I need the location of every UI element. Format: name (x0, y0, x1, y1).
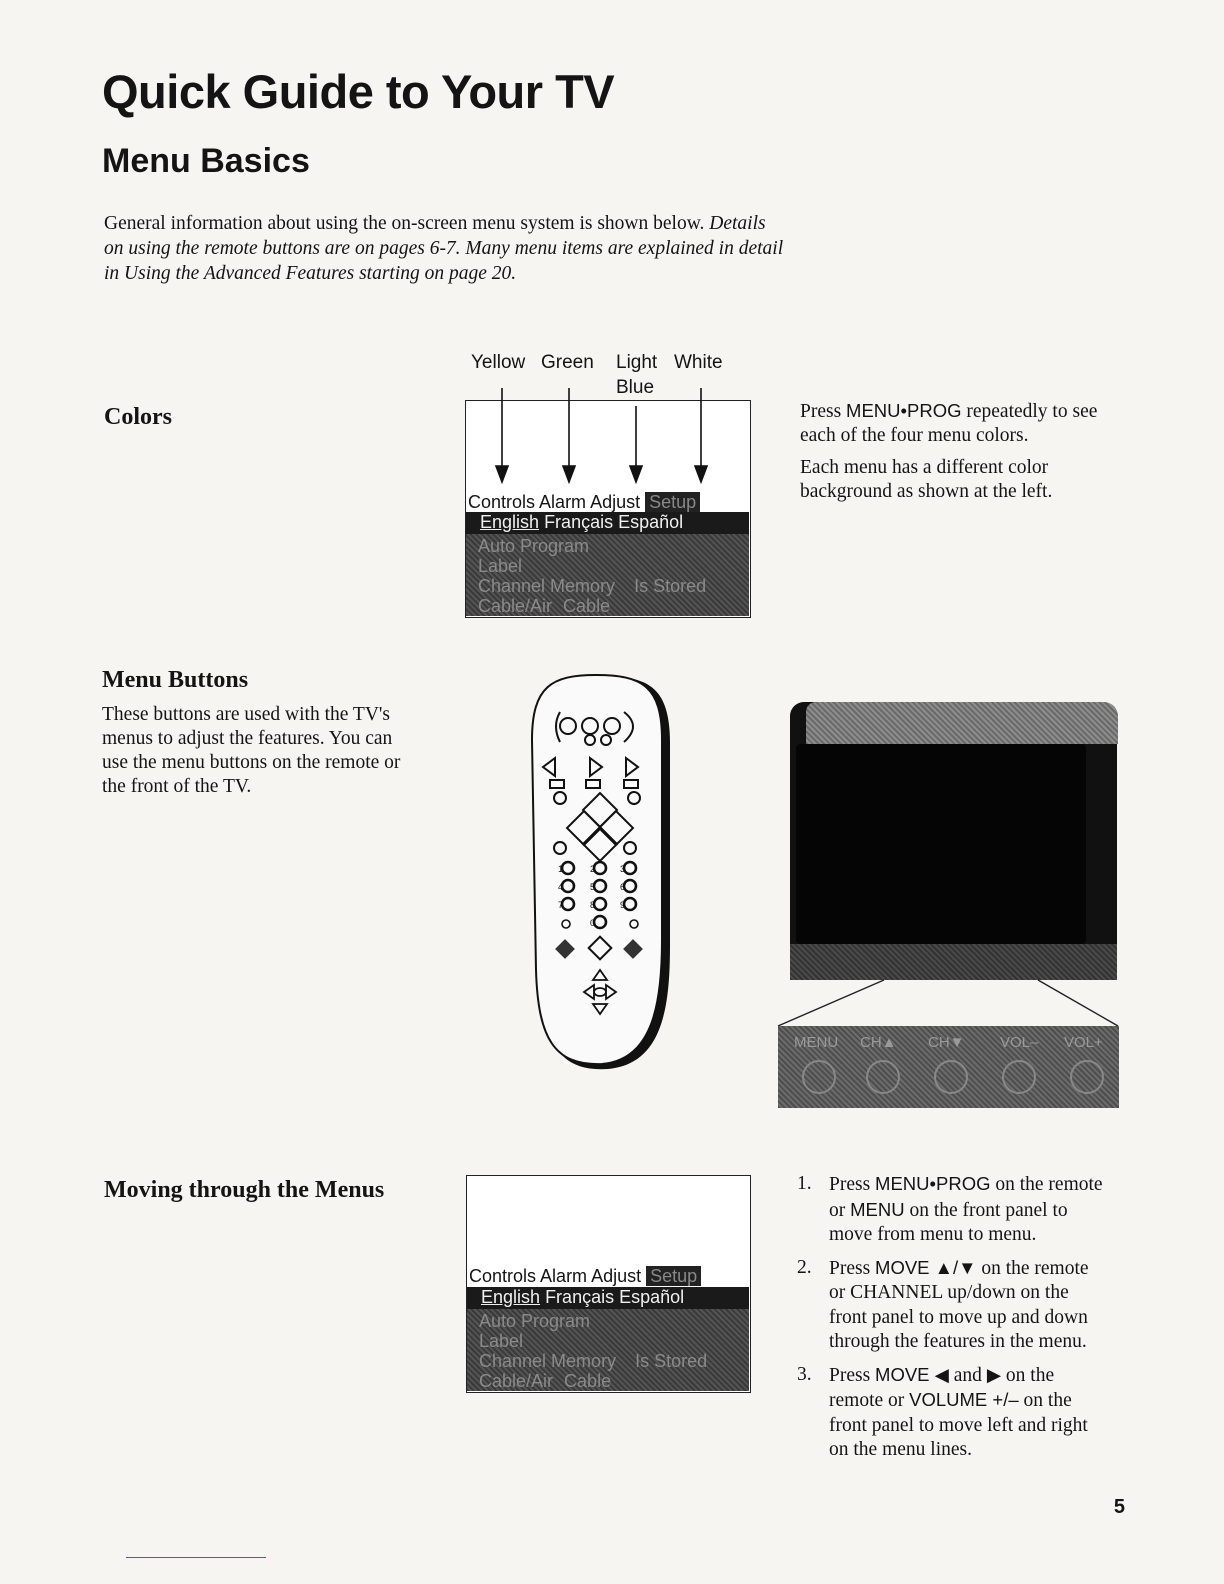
svg-text:5: 5 (590, 882, 596, 892)
moving-heading: Moving through the Menus (104, 1177, 385, 1203)
menu-item-auto-program[interactable]: Auto Program (478, 536, 590, 556)
menu-tabs-row (468, 492, 700, 513)
svg-text:6: 6 (620, 882, 626, 892)
step-text: MENU•PROG (875, 1173, 991, 1194)
step-text: and (948, 1364, 987, 1386)
step-text: on the front panel to move left and right on the menu lines. (829, 1390, 1088, 1460)
lang-francais[interactable]: Français (544, 512, 614, 532)
svg-text:8: 8 (590, 900, 596, 910)
menu-items (466, 534, 749, 616)
tab-adjust[interactable]: Adjust (591, 1266, 642, 1286)
menu-item-channel-memory[interactable]: Channel Memory Is Stored (479, 1351, 708, 1371)
moving-language-row[interactable] (467, 1287, 749, 1309)
tab-controls[interactable]: Controls (469, 1266, 537, 1286)
step-text: on the remote or (829, 1364, 1055, 1411)
panel-button-ch-down[interactable] (934, 1060, 968, 1094)
lang-espanol[interactable]: Español (618, 512, 684, 532)
lang-espanol[interactable]: Español (619, 1287, 685, 1307)
tab-setup[interactable]: Setup (645, 492, 700, 512)
lang-english[interactable]: English (481, 1287, 541, 1307)
panel-label-vol-up: VOL+ (1064, 1034, 1103, 1051)
panel-label-ch-down: CH▼ (928, 1034, 965, 1051)
step-item (797, 1172, 1107, 1248)
step-text: MOVE ▲/▼ (875, 1256, 977, 1278)
page-number: 5 (1113, 1496, 1125, 1518)
step-text: Press (829, 1364, 876, 1386)
moving-steps (797, 1172, 1107, 1471)
menu-item-channel-memory[interactable]: Channel Memory Is Stored (478, 576, 707, 596)
colors-text-2: Each menu has a different color background as shown at the left. (800, 457, 1053, 502)
tv-screen (796, 744, 1086, 944)
label-green: Green (541, 352, 594, 373)
panel-label-ch-up: CH▲ (860, 1034, 897, 1051)
page-title: Quick Guide to Your TV (102, 65, 615, 118)
step-text: Press (829, 1174, 876, 1195)
tv-base (790, 944, 1117, 980)
menu-item-auto-program[interactable]: Auto Program (479, 1311, 591, 1331)
step-text: ▶ (986, 1363, 1002, 1385)
moving-menu-tabs (469, 1266, 701, 1287)
svg-text:9: 9 (620, 900, 626, 910)
label-yellow: Yellow (471, 352, 526, 373)
label-light: Light (616, 352, 658, 373)
lang-english[interactable]: English (480, 512, 540, 532)
svg-text:7: 7 (558, 900, 564, 910)
step-number: 2. (797, 1256, 812, 1278)
svg-text:3: 3 (620, 864, 626, 874)
step-text: VOLUME +/– (909, 1389, 1019, 1410)
step-number: 1. (797, 1173, 812, 1194)
panel-label-menu: MENU (794, 1034, 839, 1051)
section-title: Menu Basics (102, 142, 310, 180)
intro-italic: Details on using the remote buttons are on pages 6-7. Many menu items are explained in detail in Using the Advanced Features starting on page 20. (104, 213, 784, 284)
remote-control (530, 674, 676, 1076)
step-text: on the remote or (829, 1174, 1103, 1221)
tab-adjust[interactable]: Adjust (590, 492, 641, 512)
menu-buttons-text: These buttons are used with the TV's menus to adjust the features. You can use the menu buttons on the remote or the front of the TV. (102, 704, 401, 797)
steps-list (797, 1172, 1107, 1463)
label-blue: Blue (616, 377, 655, 398)
menu-item-label[interactable]: Label (478, 556, 523, 576)
footer-rule (126, 1557, 266, 1558)
tab-setup[interactable]: Setup (646, 1266, 701, 1286)
step-item (797, 1256, 1107, 1355)
panel-button-menu[interactable] (802, 1060, 836, 1094)
svg-text:4: 4 (558, 882, 564, 892)
svg-text:1: 1 (558, 864, 564, 874)
panel-button-ch-up[interactable] (866, 1060, 900, 1094)
step-text: Press (829, 1257, 876, 1279)
tab-alarm[interactable]: Alarm (539, 492, 587, 512)
panel-button-vol-down[interactable] (1002, 1060, 1036, 1094)
panel-button-vol-up[interactable] (1070, 1060, 1104, 1094)
label-white: White (674, 352, 723, 373)
tab-controls[interactable]: Controls (468, 492, 536, 512)
panel-label-vol-down: VOL– (1000, 1034, 1039, 1051)
colors-text-1: Press MENU•PROG repeatedly to see each of the four menu colors. (800, 400, 1098, 446)
language-row[interactable] (466, 512, 749, 534)
colors-heading: Colors (104, 404, 172, 430)
step-text: on the remote or CHANNEL up/down on the front panel to move up and down through the features in the menu. (829, 1257, 1089, 1352)
step-item (797, 1363, 1107, 1463)
menu-buttons-heading: Menu Buttons (102, 667, 249, 693)
step-text: MENU (850, 1198, 905, 1220)
step-number: 3. (797, 1363, 812, 1385)
moving-menu-items (467, 1309, 749, 1391)
step-text: on the front panel to move from menu to menu. (829, 1199, 1068, 1245)
lang-francais[interactable]: Français (545, 1287, 615, 1307)
tv-top (806, 702, 1118, 744)
intro-paragraph (104, 211, 784, 286)
step-text: MOVE ◀ (875, 1363, 949, 1385)
intro-plain: General information about using the on-screen menu system is shown below. (104, 213, 705, 234)
menu-item-cable-air[interactable]: Cable/Air Cable (478, 596, 611, 616)
tab-alarm[interactable]: Alarm (540, 1266, 588, 1286)
menu-item-label[interactable]: Label (479, 1331, 524, 1351)
svg-text:0: 0 (590, 918, 596, 928)
color-arrows (465, 386, 751, 496)
menu-item-cable-air[interactable]: Cable/Air Cable (479, 1371, 612, 1391)
svg-text:2: 2 (590, 864, 596, 874)
panel-callout-lines (776, 978, 1122, 1030)
